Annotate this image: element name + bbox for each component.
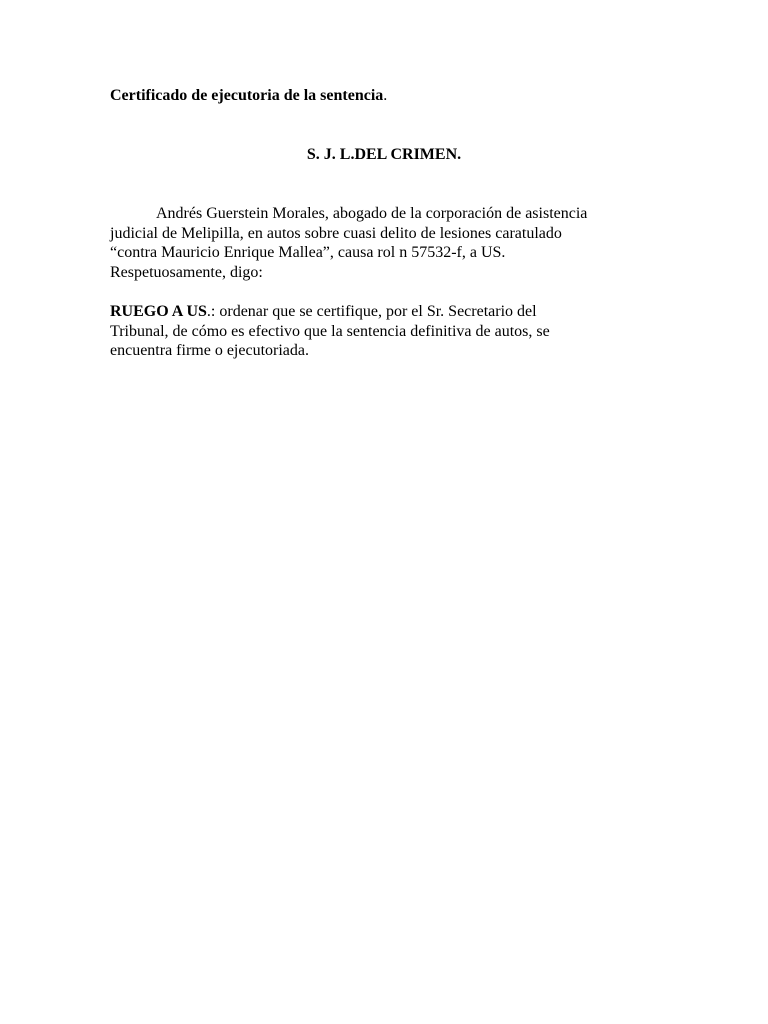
paragraph-line: Andrés Guerstein Morales, abogado de la corporación de asistencia — [156, 205, 588, 222]
request-lead: RUEGO A US — [110, 303, 207, 320]
paragraph-line: judicial de Melipilla, en autos sobre cuasi delito de lesiones caratulado — [110, 224, 562, 242]
court-heading — [0, 145, 768, 165]
paragraph-line — [110, 302, 650, 322]
paragraph-request — [110, 302, 650, 361]
paragraph-line: “contra Mauricio Enrique Mallea”, causa rol n 57532-f, a US. — [110, 244, 506, 261]
paragraph-line: Respetuosamente, digo: — [110, 263, 263, 281]
paragraph-introduction — [110, 204, 650, 282]
document-title — [110, 86, 387, 106]
request-lead-rest: .: ordenar que se certifique, por el Sr. Secretario del — [206, 303, 537, 320]
court-heading-text: S. J. L.DEL CRIMEN. — [306, 146, 462, 163]
paragraph-line: encuentra firme o ejecutoriada. — [110, 342, 309, 359]
paragraph-line: Tribunal, de cómo es efectivo que la sentencia definitiva de autos, se — [110, 322, 550, 340]
document-title-bold: Certificado de ejecutoria de la sentencia — [110, 87, 384, 104]
document-title-end: . — [383, 87, 388, 104]
